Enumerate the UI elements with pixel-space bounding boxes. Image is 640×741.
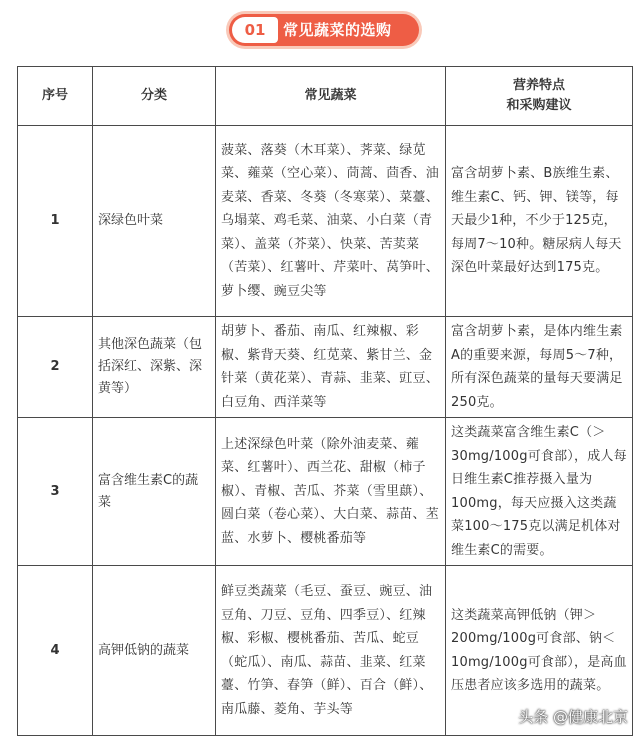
row-tips: 富含胡萝卜素，是体内维生素A的重要来源，每周5～7种，所有深色蔬菜的量每天要满足250克。	[446, 317, 633, 418]
row-vegetables: 菠菜、落葵（木耳菜）、荠菜、绿苋菜、蕹菜（空心菜）、茼蒿、茴香、油麦菜、香菜、冬葵（冬寒菜）、菜薹、乌塌菜、鸡毛菜、油菜、小白菜（青菜）、盖菜（芥菜）、快菜、苦荬菜（苦菜）、红薯叶、芹菜叶、莴笋叶、萝卜缨、豌豆尖等	[216, 126, 446, 317]
header-tips-line2: 和采购建议	[506, 98, 572, 113]
row-category: 深绿色叶菜	[93, 126, 216, 317]
row-category: 其他深色蔬菜（包括深红、深紫、深黄等）	[93, 317, 216, 418]
header-tips-line1: 营养特点	[512, 78, 565, 93]
header-vegetables: 常见蔬菜	[216, 67, 446, 126]
header-index: 序号	[18, 67, 93, 126]
table-row	[18, 418, 633, 566]
table-header-row	[18, 67, 633, 126]
row-vegetables: 鲜豆类蔬菜（毛豆、蚕豆、豌豆、油豆角、刀豆、豆角、四季豆）、红辣椒、彩椒、樱桃番茄、苦瓜、蛇豆（蛇瓜）、南瓜、蒜苗、韭菜、红菜薹、竹笋、春笋（鲜）、百合（鲜）、南瓜藤、菱角、芋头等	[216, 566, 446, 736]
row-category: 高钾低钠的蔬菜	[93, 566, 216, 736]
row-tips: 这类蔬菜富含维生素C（＞30mg/100g可食部），成人每日维生素C推荐摄入量为100mg，每天应摄入这类蔬菜100～175克以满足机体对维生素C的需要。	[446, 418, 633, 566]
row-tips: 富含胡萝卜素、B族维生素、维生素C、钙、钾、镁等，每天最少1种，不少于125克，每周7～10种。糖尿病人每天深色叶菜最好达到175克。	[446, 126, 633, 317]
row-index: 3	[18, 418, 93, 566]
section-title: 常见蔬菜的选购	[283, 21, 392, 39]
vegetable-table	[17, 66, 633, 736]
watermark: 头条 @健康北京	[518, 708, 628, 726]
section-number: 01	[232, 17, 278, 43]
row-tips: 这类蔬菜高钾低钠（钾＞200mg/100g可食部、钠＜10mg/100g可食部），是高血压患者应该多选用的蔬菜。	[446, 566, 633, 736]
header-tips	[446, 67, 633, 126]
section-header	[229, 14, 419, 46]
row-index: 2	[18, 317, 93, 418]
row-index: 4	[18, 566, 93, 736]
row-vegetables: 胡萝卜、番茄、南瓜、红辣椒、彩椒、紫背天葵、红苋菜、紫甘兰、金针菜（黄花菜）、青蒜、韭菜、豇豆、白豆角、西洋菜等	[216, 317, 446, 418]
row-category: 富含维生素C的蔬菜	[93, 418, 216, 566]
row-index: 1	[18, 126, 93, 317]
header-category: 分类	[93, 67, 216, 126]
table-row	[18, 126, 633, 317]
table-row	[18, 317, 633, 418]
row-vegetables: 上述深绿色叶菜（除外油麦菜、蕹菜、红薯叶）、西兰花、甜椒（柿子椒）、青椒、苦瓜、芥菜（雪里蕻）、圆白菜（卷心菜）、大白菜、蒜苗、苤蓝、水萝卜、樱桃番茄等	[216, 418, 446, 566]
